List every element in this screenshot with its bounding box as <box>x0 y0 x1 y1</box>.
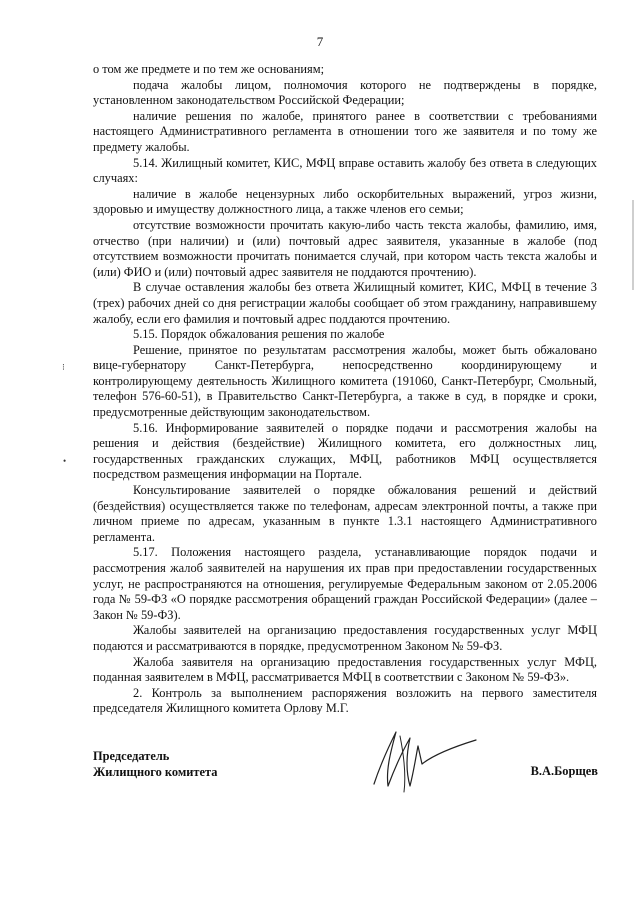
paragraph-2: подача жалобы лицом, полномочия которого не подтверждены в порядке, установленном законодательством Российской Федерации; <box>93 77 597 108</box>
signer-name: В.А.Борщев <box>530 764 598 778</box>
paragraph-9: Решение, принятое по результатам рассмотрения жалобы, может быть обжаловано вице-губернатору Санкт-Петербурга, непосредственно координирующему и контролирующему деятельность Жилищного комитета (191060, Санкт-Петербург, Смольный, телефон 576-60-51), в Правительство Санкт-Петербурга, а также в суд, в порядке и сроки, предусмотренные действующим законодательством. <box>93 342 597 420</box>
page-number: 7 <box>316 34 324 49</box>
paragraph-4: 5.14. Жилищный комитет, КИС, МФЦ вправе оставить жалобу без ответа в следующих случаях: <box>93 155 597 186</box>
margin-mark: ⁝ <box>62 362 65 372</box>
paragraph-1: о том же предмете и по тем же основаниям; <box>93 62 325 76</box>
margin-dot: • <box>63 456 67 466</box>
paragraph-7: В случае оставления жалобы без ответа Жилищный комитет, КИС, МФЦ в течение 3 (трех) рабочих дней со дня регистрации жалобы сообщает об этом гражданину, направившему жалобу, если его фамилия и почтовый адрес поддаются прочтению. <box>93 280 597 326</box>
signer-title <box>93 748 217 780</box>
signature-block <box>0 726 640 826</box>
paragraph-10: 5.16. Информирование заявителей о порядке подачи и рассмотрения жалобы на решения и действия (бездействие) Жилищного комитета, его должностных лиц, государственных гражданских служащих, МФЦ, работников МФЦ осуществляется посредством размещения информации на Портале. <box>93 420 597 482</box>
signer-title-line-2: Жилищного комитета <box>93 765 218 779</box>
handwritten-signature <box>360 726 500 796</box>
scan-edge-line <box>632 200 634 290</box>
paragraph-13: Жалобы заявителей на организацию предоставления государственных услуг МФЦ подаются и рассматриваются в порядке, предусмотренном Законом № 59-ФЗ. <box>93 623 597 653</box>
paragraph-15: 2. Контроль за выполнением распоряжения возложить на первого заместителя председателя Жилищного комитета Орлову М.Г. <box>93 685 597 716</box>
paragraph-14: Жалоба заявителя на организацию предоставления государственных услуг МФЦ, поданная заявителем в МФЦ, рассматривается МФЦ в соответствии с Законом № 59-ФЗ». <box>93 654 597 685</box>
paragraph-12: 5.17. Положения настоящего раздела, устанавливающие порядок подачи и рассмотрения жалоб заявителей на нарушения их прав при предоставлении государственных услуг, не распространяются на отношения, регулируемые Федеральным законом от 2.05.2006 года № 59-ФЗ «О порядке рассмотрения обращений граждан Российской Федерации» (далее – Закон № 59-ФЗ). <box>93 545 597 622</box>
paragraph-5: наличие в жалобе нецензурных либо оскорбительных выражений, угроз жизни, здоровью и имуществу должностного лица, а также членов его семьи; <box>93 186 597 217</box>
signer-title-line-1: Председатель <box>93 749 170 763</box>
paragraph-3: наличие решения по жалобе, принятого ранее в соответствии с требованиями настоящего Административного регламента в отношении того же заявителя и по тому же предмету жалобы. <box>93 108 597 154</box>
paragraph-11: Консультирование заявителей о порядке обжалования решений и действий (бездействия) осуществляется также по телефонам, адресам электронной почты, а также при личном приеме по адресам, указанным в пункте 1.3.1 настоящего Административного регламента. <box>93 483 597 544</box>
paragraph-6: отсутствие возможности прочитать какую-либо часть текста жалобы, фамилию, имя, отчество (при наличии) и (или) почтовый адрес заявителя, указанные в жалобе (под отсутствием возможности прочитать понимается случай, при котором часть текста жалобы и (или) ФИО и (или) почтовый адрес заявителя не поддаются прочтению). <box>93 217 597 279</box>
document-body <box>93 62 597 717</box>
paragraph-8: 5.15. Порядок обжалования решения по жалобе <box>133 327 385 342</box>
